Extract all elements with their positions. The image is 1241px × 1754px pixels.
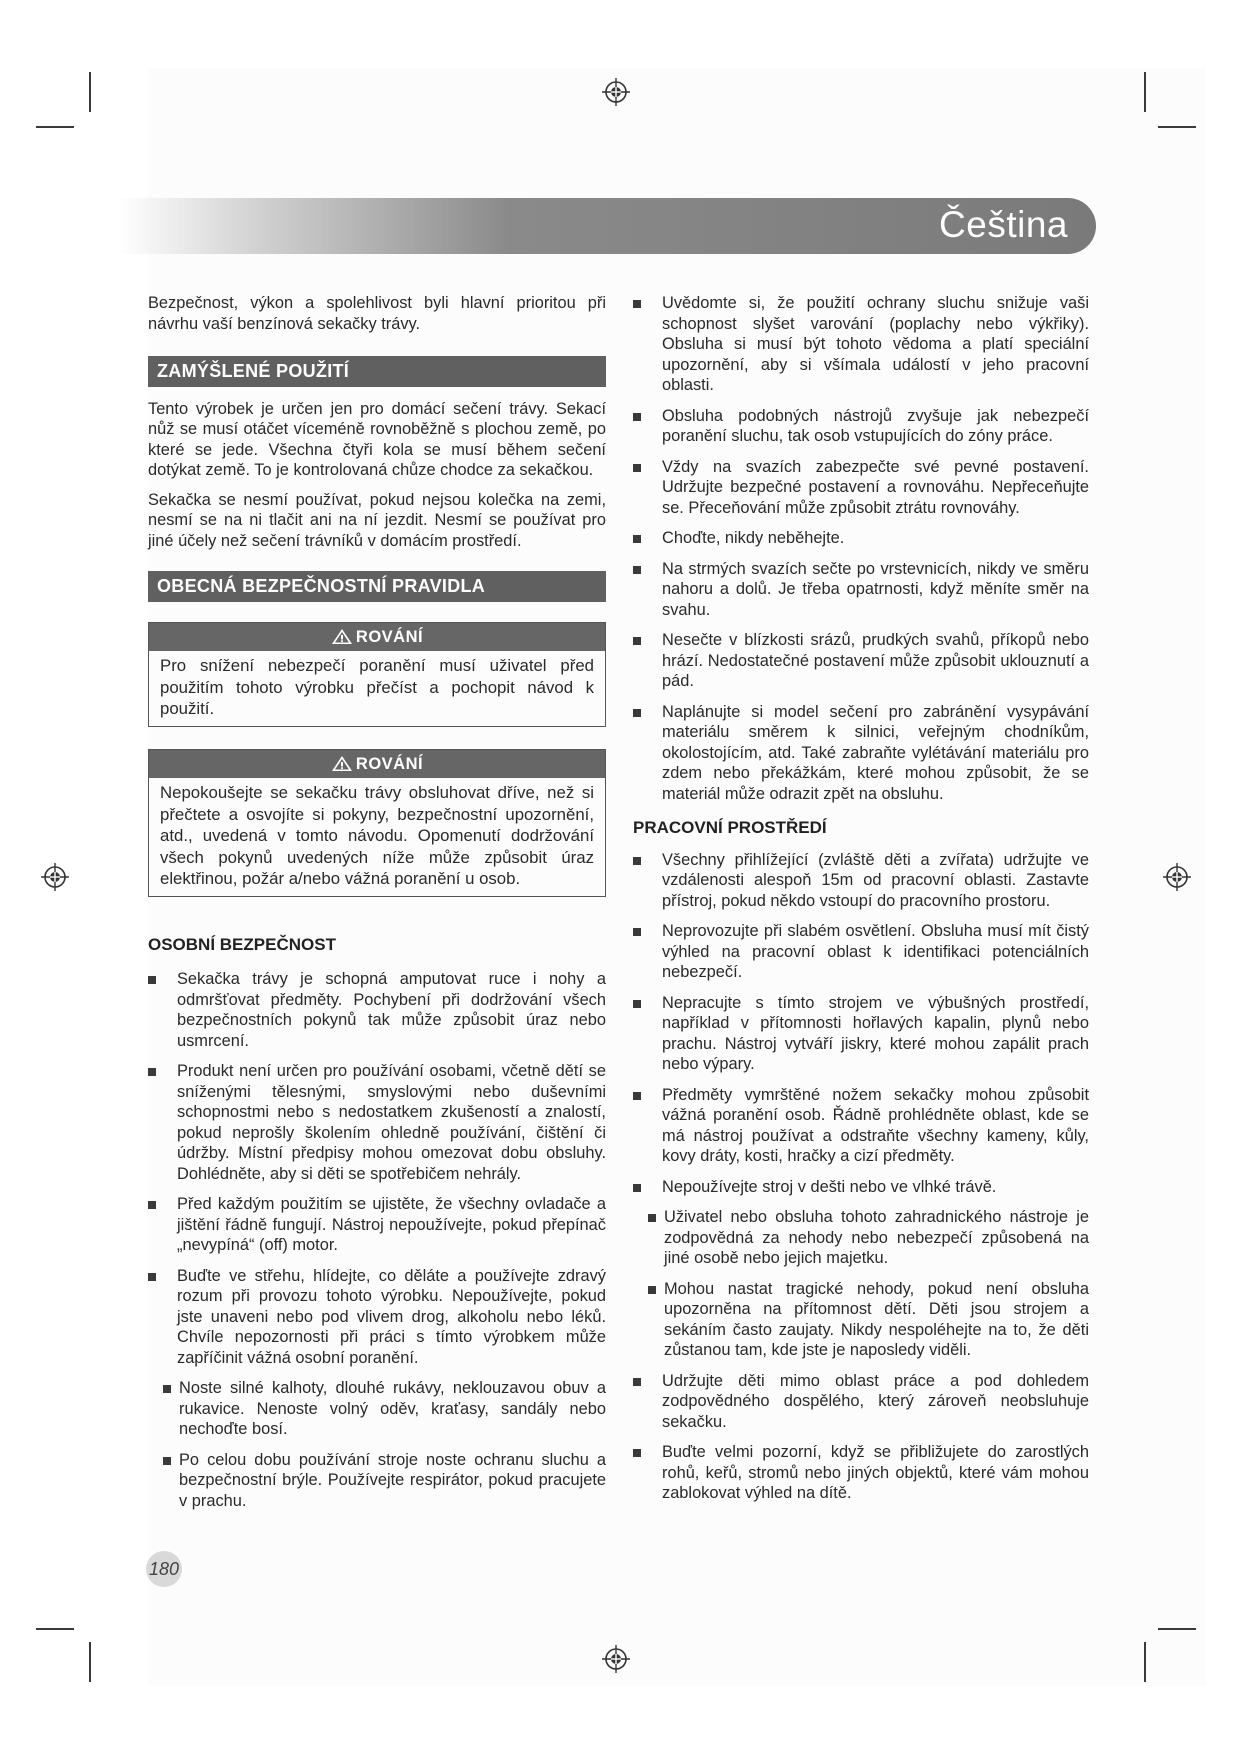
crop-mark	[1144, 1642, 1146, 1682]
bullet-icon	[633, 413, 641, 421]
list-item: Uvědomte si, že použití ochrany sluchu snižuje vaši schopnost slyšet varování (poplachy nebo výkřiky). Obsluha si musí být tohoto vědoma a platí speciální upozornění, aby si všímala událostí v jeho pracovní oblasti.	[633, 293, 1089, 396]
list-item: Na strmých svazích sečte po vrstevnicích, nikdy ve směru nahoru a dolů. Je třeba opatrnosti, když měníte směr na svahu.	[633, 559, 1089, 621]
bullet-icon	[648, 1286, 656, 1294]
registration-mark-icon	[601, 77, 631, 107]
section-heading-work-environment: PRACOVNÍ PROSTŘEDÍ	[633, 818, 827, 837]
bullet-icon	[148, 1201, 156, 1209]
crop-mark	[36, 1628, 74, 1630]
personal-safety-list	[148, 969, 606, 1511]
list-item: Udržujte děti mimo oblast práce a pod dohledem zodpovědného dospělého, který zároveň neobsluhuje sekačku.	[633, 1371, 1089, 1433]
warning-triangle-icon	[331, 755, 353, 772]
bullet-icon	[633, 1000, 641, 1008]
safety-list	[633, 293, 1089, 804]
crop-mark	[89, 72, 91, 112]
list-item: Obsluha podobných nástrojů zvyšuje jak nebezpečí poranění sluchu, tak osob vstupujících do zóny práce.	[633, 406, 1089, 447]
bullet-icon	[633, 300, 641, 308]
list-item: Po celou dobu používání stroje noste ochranu sluchu a bezpečnostní brýle. Používejte respirátor, pokud pracujete v prachu.	[148, 1450, 606, 1512]
list-item: Sekačka trávy je schopná amputovat ruce i nohy a odmršťovat předměty. Pochybení při dodržování všech bezpečnostních pokynů tak může způsobit úraz nebo usmrcení.	[148, 969, 606, 1051]
bullet-icon	[633, 1378, 641, 1386]
work-environment-list	[633, 850, 1089, 1504]
list-item: Buďte ve střehu, hlídejte, co děláte a používejte zdravý rozum při provozu tohoto výrobku. Nepoužívejte, pokud jste unaveni nebo pod vlivem drog, alkoholu nebo léků. Chvíle nepozornosti při práci s tímto výrobkem může zapříčinit vážná osobní poranění.	[148, 1266, 606, 1369]
bullet-icon	[633, 928, 641, 936]
warning-header	[149, 750, 605, 779]
warning-title: ROVÁNÍ	[355, 754, 424, 773]
bullet-icon	[148, 1273, 156, 1281]
crop-mark	[1158, 1628, 1196, 1630]
bullet-icon	[163, 1385, 171, 1393]
warning-box	[148, 622, 606, 727]
section-heading-personal-safety: OSOBNÍ BEZPEČNOST	[148, 934, 336, 954]
bullet-icon	[633, 709, 641, 717]
bullet-icon	[633, 1184, 641, 1192]
warning-title: ROVÁNÍ	[355, 627, 424, 646]
bullet-icon	[648, 1214, 656, 1222]
bullet-icon	[633, 535, 641, 543]
intended-use-paragraph: Tento výrobek je určen jen pro domácí sečení trávy. Sekací nůž se musí otáčet víceméně rovnoběžně s plochou země, po které se jede. Všechna čtyři kola se musí během sečení dotýkat země. To je kontrolovaná chůze chodce za sekačkou.	[148, 399, 606, 479]
bullet-icon	[633, 637, 641, 645]
list-item: Neprovozujte při slabém osvětlení. Obsluha musí mít čistý výhled na pracovní oblast k identifikaci potenciálních nebezpečí.	[633, 921, 1089, 983]
registration-mark-icon	[601, 1644, 631, 1674]
list-item: Všechny přihlížející (zvláště děti a zvířata) udržujte ve vzdálenosti alespoň 15m od pracovní oblasti. Zastavte přístroj, pokud někdo vstoupí do pracovního prostoru.	[633, 850, 1089, 912]
list-item: Nepoužívejte stroj v dešti nebo ve vlhké trávě.	[633, 1177, 1089, 1198]
warning-header	[149, 623, 605, 652]
left-column	[148, 293, 606, 1521]
bullet-icon	[633, 857, 641, 865]
bullet-icon	[148, 976, 156, 984]
crop-mark	[1158, 126, 1196, 128]
list-item: Předměty vymrštěné nožem sekačky mohou způsobit vážná poranění osob. Řádně prohlédněte oblast, kde se má nástroj používat a odstraňte všechny kameny, kůly, kovy dráty, kosti, hračky a cizí předměty.	[633, 1085, 1089, 1167]
bullet-icon	[633, 566, 641, 574]
crop-mark	[89, 1642, 91, 1682]
list-item: Mohou nastat tragické nehody, pokud není obsluha upozorněna na přítomnost dětí. Děti jsou strojem a sekáním často zaujaty. Nikdy nespoléhejte na to, že děti zůstanou tam, kde jste je naposledy viděli.	[633, 1279, 1089, 1361]
list-item: Před každým použitím se ujistěte, že všechny ovladače a jištění řádně fungují. Nástroj nepoužívejte, pokud přepínač „nevypíná“ (off) motor.	[148, 1194, 606, 1256]
crop-mark	[1144, 72, 1146, 112]
list-item: Buďte velmi pozorní, když se přibližujete do zarostlých rohů, keřů, stromů nebo jiných objektů, které vám mohou zablokovat výhled na dítě.	[633, 1442, 1089, 1504]
bullet-icon	[633, 464, 641, 472]
list-item: Noste silné kalhoty, dlouhé rukávy, neklouzavou obuv a rukavice. Nenoste volný oděv, kraťasy, sandály nebo nechoďte bosí.	[148, 1378, 606, 1440]
list-item: Vždy na svazích zabezpečte své pevné postavení. Udržujte bezpečné postavení a rovnováhu. Nepřeceňujte se. Přeceňování může způsobit ztrátu rovnováhy.	[633, 457, 1089, 519]
bullet-icon	[163, 1457, 171, 1465]
section-heading-general-safety: OBECNÁ BEZPEČNOSTNÍ PRAVIDLA	[148, 571, 606, 602]
intended-use-paragraph: Sekačka se nesmí používat, pokud nejsou kolečka na zemi, nesmí se na ni tlačit ani na ní jezdit. Nesmí se používat pro jiné účely než sečení trávníků v domácím prostředí.	[148, 490, 606, 550]
bullet-icon	[633, 1449, 641, 1457]
list-item: Nepracujte s tímto strojem ve výbušných prostředí, například v přítomnosti hořlavých kapalin, plynů nebo prachu. Nástroj vytváří jiskry, které mohou zapálit prach nebo výpary.	[633, 993, 1089, 1075]
right-column	[633, 293, 1089, 1514]
registration-mark-icon	[1162, 862, 1192, 892]
language-banner	[118, 198, 1096, 254]
warning-triangle-icon	[331, 628, 353, 645]
warning-text: Nepokoušejte se sekačku trávy obsluhovat dříve, než si přečtete a osvojíte si pokyny, bezpečnostní upozornění, atd., uvedená v tomto návodu. Opomenutí dodržování všech pokynů uvedených níže může způsobit úraz elektřinou, požár a/nebo vážná poranění u osob.	[160, 783, 594, 888]
list-item: Choďte, nikdy neběhejte.	[633, 528, 1089, 549]
language-title: Čeština	[939, 204, 1068, 245]
page-number: 180	[146, 1551, 182, 1587]
list-item: Uživatel nebo obsluha tohoto zahradnického nástroje je zodpovědná za nehody nebo nebezpečí způsobená na jiné osobě nebo jejich majetku.	[633, 1207, 1089, 1269]
crop-mark	[36, 126, 74, 128]
warning-box	[148, 749, 606, 897]
section-heading-intended-use: ZAMÝŠLENÉ POUŽITÍ	[148, 356, 606, 387]
warning-text: Pro snížení nebezpečí poranění musí uživatel před použitím tohoto výrobku přečíst a pochopit návod k použití.	[160, 656, 594, 718]
bullet-icon	[633, 1092, 641, 1100]
list-item: Produkt není určen pro používání osobami, včetně dětí se sníženými tělesnými, smyslovými nebo duševními schopnostmi nebo s nedostatkem zkušeností a znalostí, pokud neprošly školením ohledně používání, čištění či údržby. Místní předpisy mohou omezovat dobu obsluhy. Dohlédněte, aby si děti se spotřebičem nehrály.	[148, 1061, 606, 1184]
list-item: Nesečte v blízkosti srázů, prudkých svahů, příkopů nebo hrází. Nedostatečné postavení může způsobit uklouznutí a pád.	[633, 630, 1089, 692]
list-item: Naplánujte si model sečení pro zabránění vysypávání materiálu směrem k silnici, veřejným chodníkům, okolostojícím, atd. Také zabraňte vylétávání materiálu pro zdem nebo překážkám, které mohou způsobit, že se materiál může odrazit zpět na obsluhu.	[633, 702, 1089, 805]
bullet-icon	[148, 1068, 156, 1076]
registration-mark-icon	[40, 862, 70, 892]
intro-paragraph: Bezpečnost, výkon a spolehlivost byli hlavní prioritou při návrhu vaší benzínová sekačky trávy.	[148, 294, 606, 333]
